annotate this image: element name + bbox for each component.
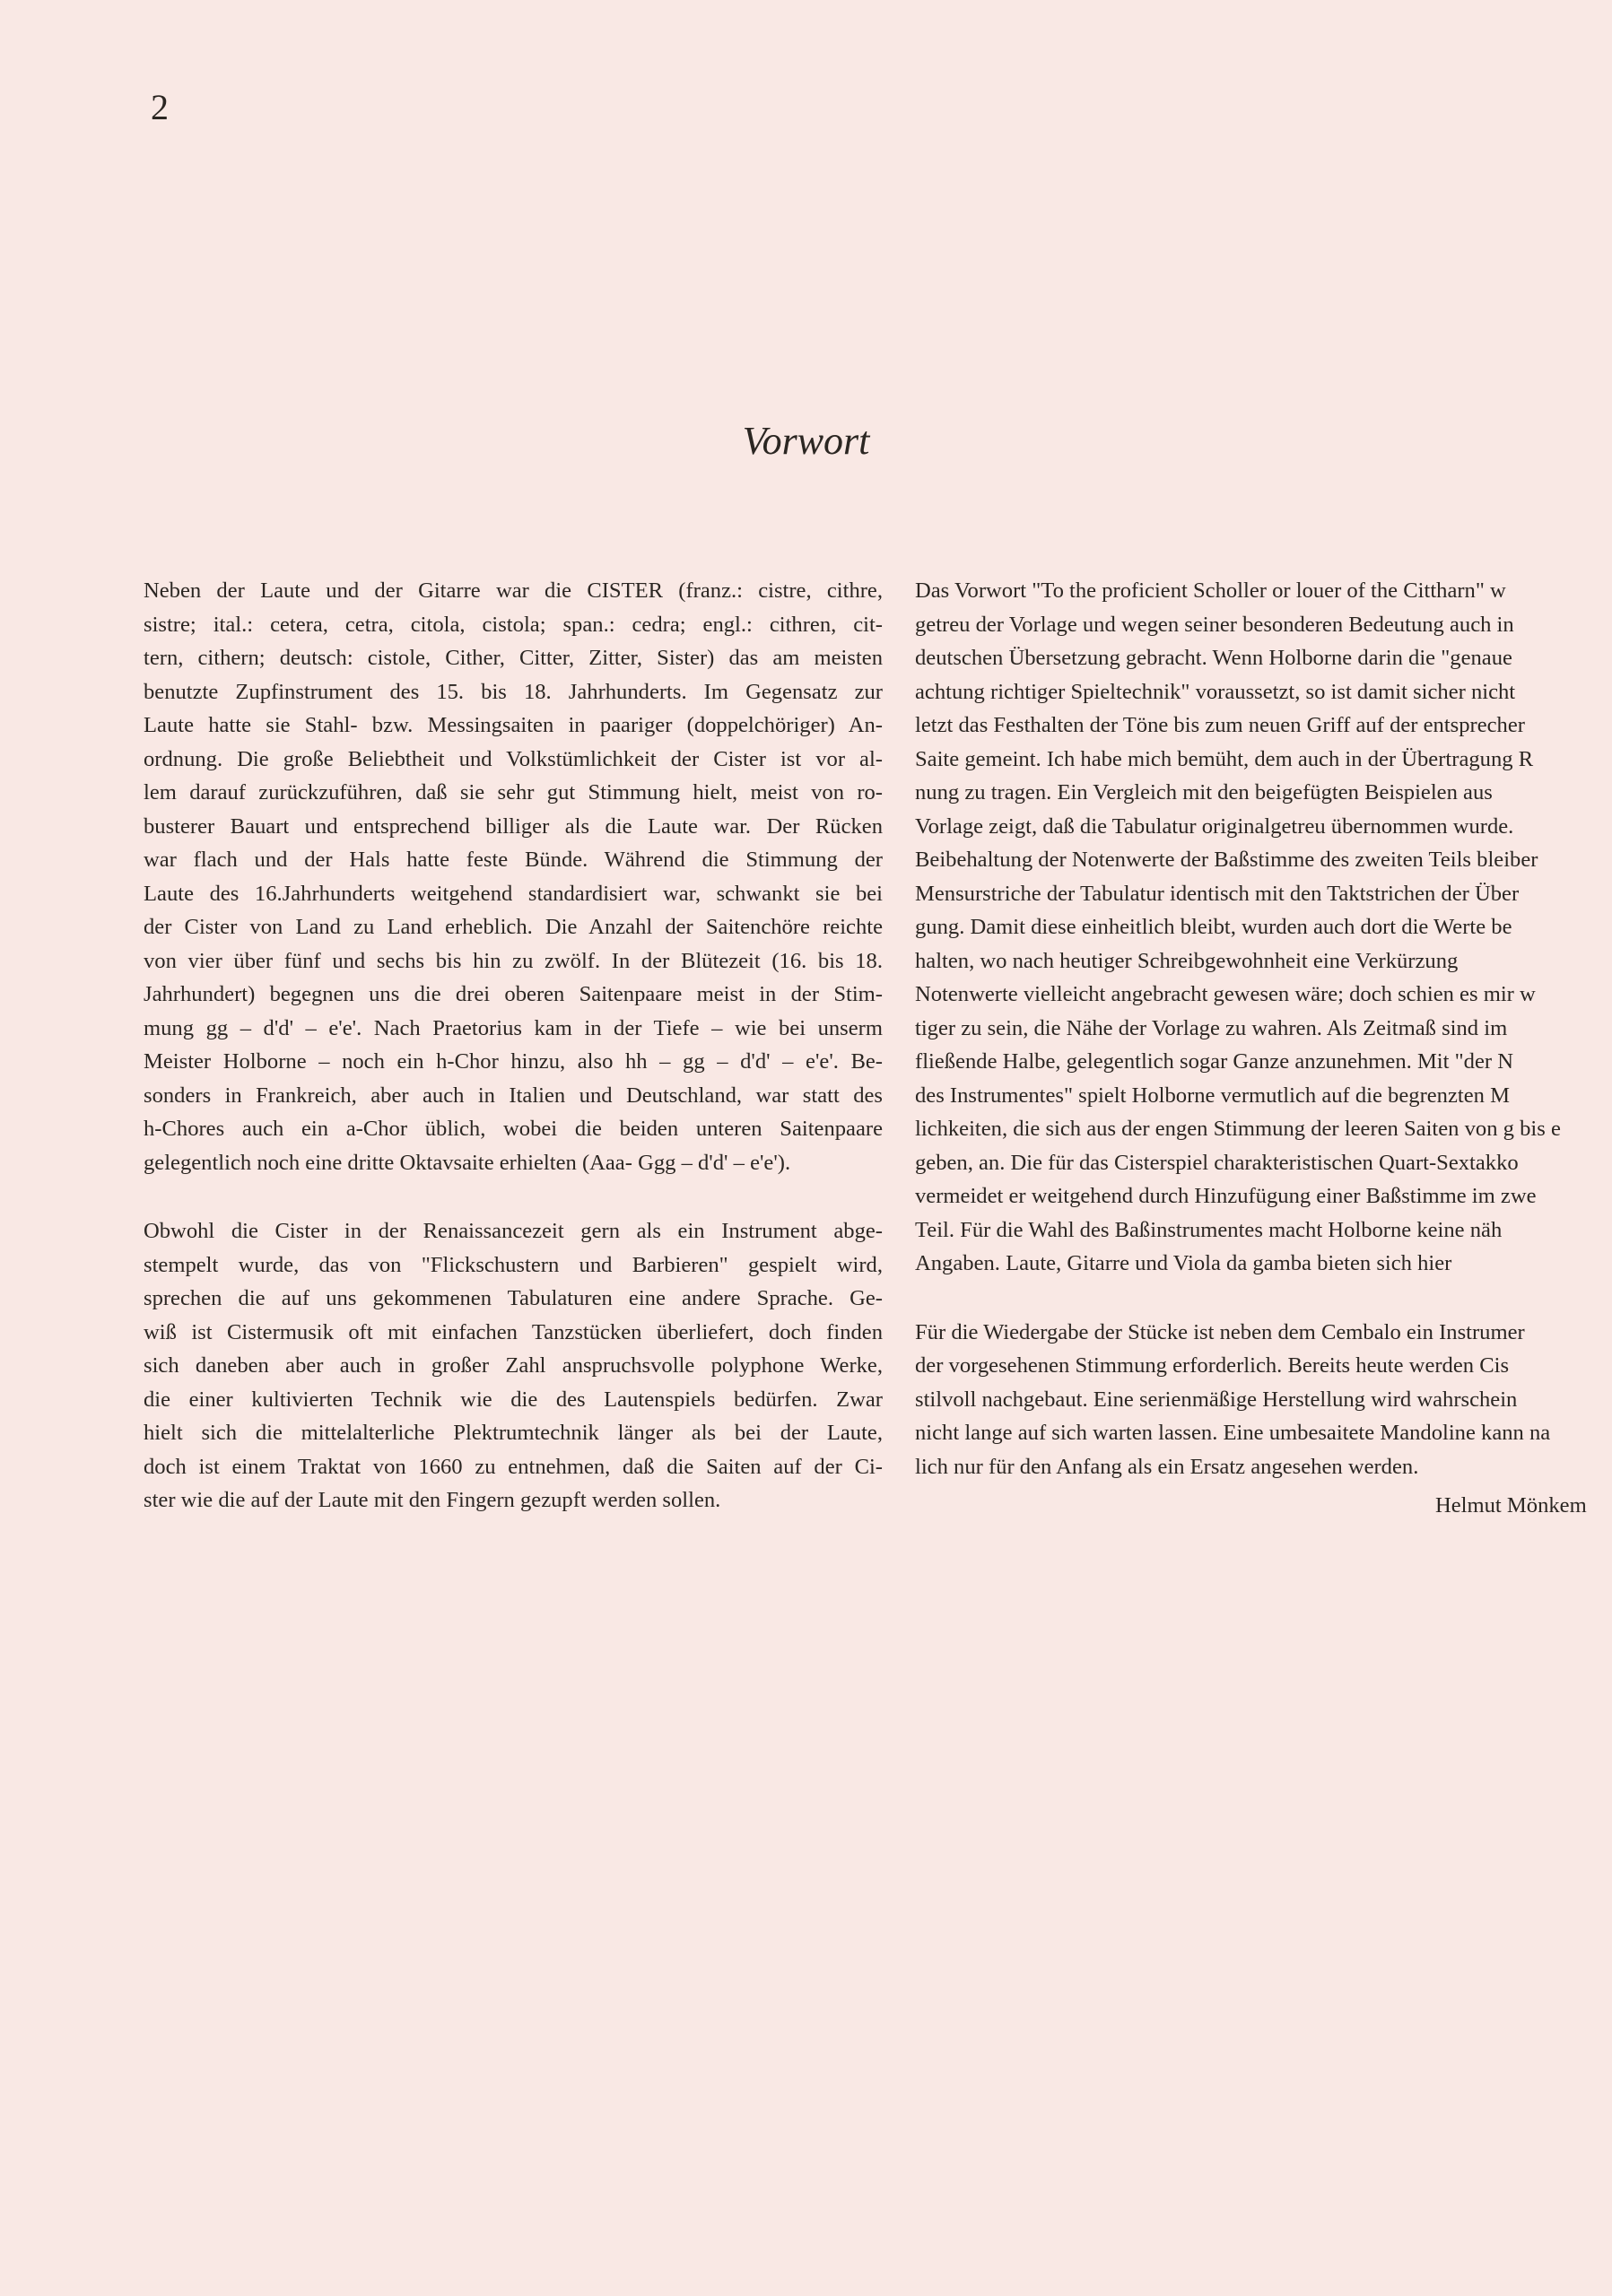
- text-line: des Instrumentes" spielt Holborne vermutlich auf die begrenzten M: [915, 1083, 1510, 1108]
- text-line: Das Vorwort "To the proficient Scholler or louer of the Cittharn" w: [915, 578, 1506, 603]
- text-line: stempelt wurde, das von "Flickschustern und Barbieren" gespielt wird,: [144, 1252, 883, 1277]
- text-line: von vier über fünf und sechs bis hin zu zwölf. In der Blütezeit (16. bis 18.: [144, 948, 883, 973]
- text-line: Notenwerte vielleicht angebracht gewesen wäre; doch schien es mir w: [915, 982, 1536, 1006]
- text-line: der vorgesehenen Stimmung erforderlich. Bereits heute werden Cis: [915, 1353, 1510, 1378]
- text-line: nicht lange auf sich warten lassen. Eine umbesaitete Mandoline kann na: [915, 1421, 1551, 1445]
- text-line: benutzte Zupfinstrument des 15. bis 18. Jahrhunderts. Im Gegensatz zur: [144, 679, 883, 704]
- text-line: hielt sich die mittelalterliche Plektrumtechnik länger als bei der Laute,: [144, 1421, 883, 1445]
- text-line: Vorlage zeigt, daß die Tabulatur originalgetreu übernommen wurde.: [915, 813, 1514, 839]
- text-line: sonders in Frankreich, aber auch in Italien und Deutschland, war statt des: [144, 1083, 883, 1108]
- text-line: lich nur für den Anfang als ein Ersatz angesehen werden.: [915, 1454, 1419, 1479]
- text-line: Meister Holborne – noch ein h-Chor hinzu, also hh – gg – d'd' – e'e'. Be-: [144, 1049, 883, 1074]
- paragraph: [915, 574, 1612, 1281]
- text-line: war flach und der Hals hatte feste Bünde. Während die Stimmung der: [144, 848, 883, 872]
- text-line: ster wie die auf der Laute mit den Fingern gezupft werden sollen.: [144, 1488, 721, 1512]
- text-line: Neben der Laute und der Gitarre war die CISTER (franz.: cistre, cithre,: [144, 578, 883, 603]
- text-line: die einer kultivierten Technik wie die des Lautenspiels bedürfen. Zwar: [144, 1387, 883, 1412]
- right-text-column: [915, 574, 1612, 1518]
- text-line: halten, wo nach heutiger Schreibgewohnheit eine Verkürzung: [915, 948, 1459, 973]
- text-line: tiger zu sein, die Nähe der Vorlage zu wahren. Als Zeitmaß sind im: [915, 1015, 1508, 1040]
- page-number: 2: [151, 87, 169, 127]
- text-line: fließende Halbe, gelegentlich sogar Ganze anzunehmen. Mit "der N: [915, 1049, 1513, 1074]
- text-line: h-Chores auch ein a-Chor üblich, wobei die beiden unteren Saitenpaare: [144, 1117, 883, 1141]
- text-line: Mensurstriche der Tabulatur identisch mit den Taktstrichen der Über: [915, 881, 1520, 906]
- text-line: ordnung. Die große Beliebtheit und Volkstümlichkeit der Cister ist vor al-: [144, 746, 883, 771]
- text-line: Teil. Für die Wahl des Baßinstrumentes macht Holborne keine näh: [915, 1217, 1503, 1242]
- text-line: Laute hatte sie Stahl- bzw. Messingsaiten in paariger (doppelchöriger) An-: [144, 713, 883, 737]
- text-line: Jahrhundert) begegnen uns die drei oberen Saitenpaare meist in der Stim-: [144, 982, 883, 1006]
- text-line: Beibehaltung der Notenwerte der Baßstimme des zweiten Teils bleiber: [915, 848, 1538, 872]
- text-line: stilvoll nachgebaut. Eine serienmäßige Herstellung wird wahrschein: [915, 1387, 1518, 1412]
- text-line: tern, cithern; deutsch: cistole, Cither, Citter, Zitter, Sister) das am meisten: [144, 646, 883, 670]
- text-line: wiß ist Cistermusik oft mit einfachen Tanzstücken überliefert, doch finden: [144, 1319, 883, 1344]
- paragraph: [144, 1214, 883, 1518]
- text-line: sprechen die auf uns gekommenen Tabulaturen eine andere Sprache. Ge-: [144, 1286, 883, 1310]
- text-line: busterer Bauart und entsprechend billiger als die Laute war. Der Rücken: [144, 813, 883, 839]
- text-line: vermeidet er weitgehend durch Hinzufügung einer Baßstimme im zwe: [915, 1184, 1537, 1208]
- page-title: Vorwort: [742, 419, 870, 463]
- text-line: deutschen Übersetzung gebracht. Wenn Holborne darin die "genaue: [915, 646, 1512, 670]
- left-text-column: [144, 574, 883, 1552]
- paragraph: [144, 574, 883, 1179]
- text-line: nung zu tragen. Ein Vergleich mit den beigefügten Beispielen aus: [915, 780, 1493, 804]
- text-line: gung. Damit diese einheitlich bleibt, wurden auch dort die Werte be: [915, 915, 1512, 939]
- text-line: der Cister von Land zu Land erheblich. Die Anzahl der Saitenchöre reichte: [144, 915, 883, 939]
- author-signature: Helmut Mönkem: [1435, 1493, 1587, 1518]
- text-line: geben, an. Die für das Cisterspiel charakteristischen Quart-Sextakko: [915, 1150, 1519, 1175]
- text-line: Angaben. Laute, Gitarre und Viola da gamba bieten sich hier: [915, 1251, 1452, 1275]
- text-line: lem darauf zurückzuführen, daß sie sehr gut Stimmung hielt, meist von ro-: [144, 780, 883, 804]
- text-line: mung gg – d'd' – e'e'. Nach Praetorius kam in der Tiefe – wie bei unserm: [144, 1015, 883, 1040]
- text-line: Für die Wiedergabe der Stücke ist neben dem Cembalo ein Instrumer: [915, 1319, 1525, 1344]
- text-line: achtung richtiger Spieltechnik" voraussetzt, so ist damit sicher nicht: [915, 679, 1516, 704]
- text-line: sistre; ital.: cetera, cetra, citola, cistola; span.: cedra; engl.: cithren, cit-: [144, 612, 883, 637]
- text-line: Laute des 16.Jahrhunderts weitgehend standardisiert war, schwankt sie bei: [144, 881, 883, 906]
- text-line: letzt das Festhalten der Töne bis zum neuen Griff auf der entsprecher: [915, 713, 1525, 737]
- text-line: Saite gemeint. Ich habe mich bemüht, dem auch in der Übertragung R: [915, 746, 1534, 771]
- paragraph: [915, 1316, 1612, 1484]
- text-line: sich daneben aber auch in großer Zahl anspruchsvolle polyphone Werke,: [144, 1353, 883, 1378]
- text-line: getreu der Vorlage und wegen seiner besonderen Bedeutung auch in: [915, 612, 1514, 637]
- text-line: Obwohl die Cister in der Renaissancezeit gern als ein Instrument abge-: [144, 1219, 883, 1243]
- text-line: doch ist einem Traktat von 1660 zu entnehmen, daß die Saiten auf der Ci-: [144, 1454, 883, 1479]
- text-line: lichkeiten, die sich aus der engen Stimmung der leeren Saiten von g bis e: [915, 1117, 1561, 1141]
- text-line: gelegentlich noch eine dritte Oktavsaite erhielten (Aaa- Ggg – d'd' – e'e').: [144, 1150, 791, 1175]
